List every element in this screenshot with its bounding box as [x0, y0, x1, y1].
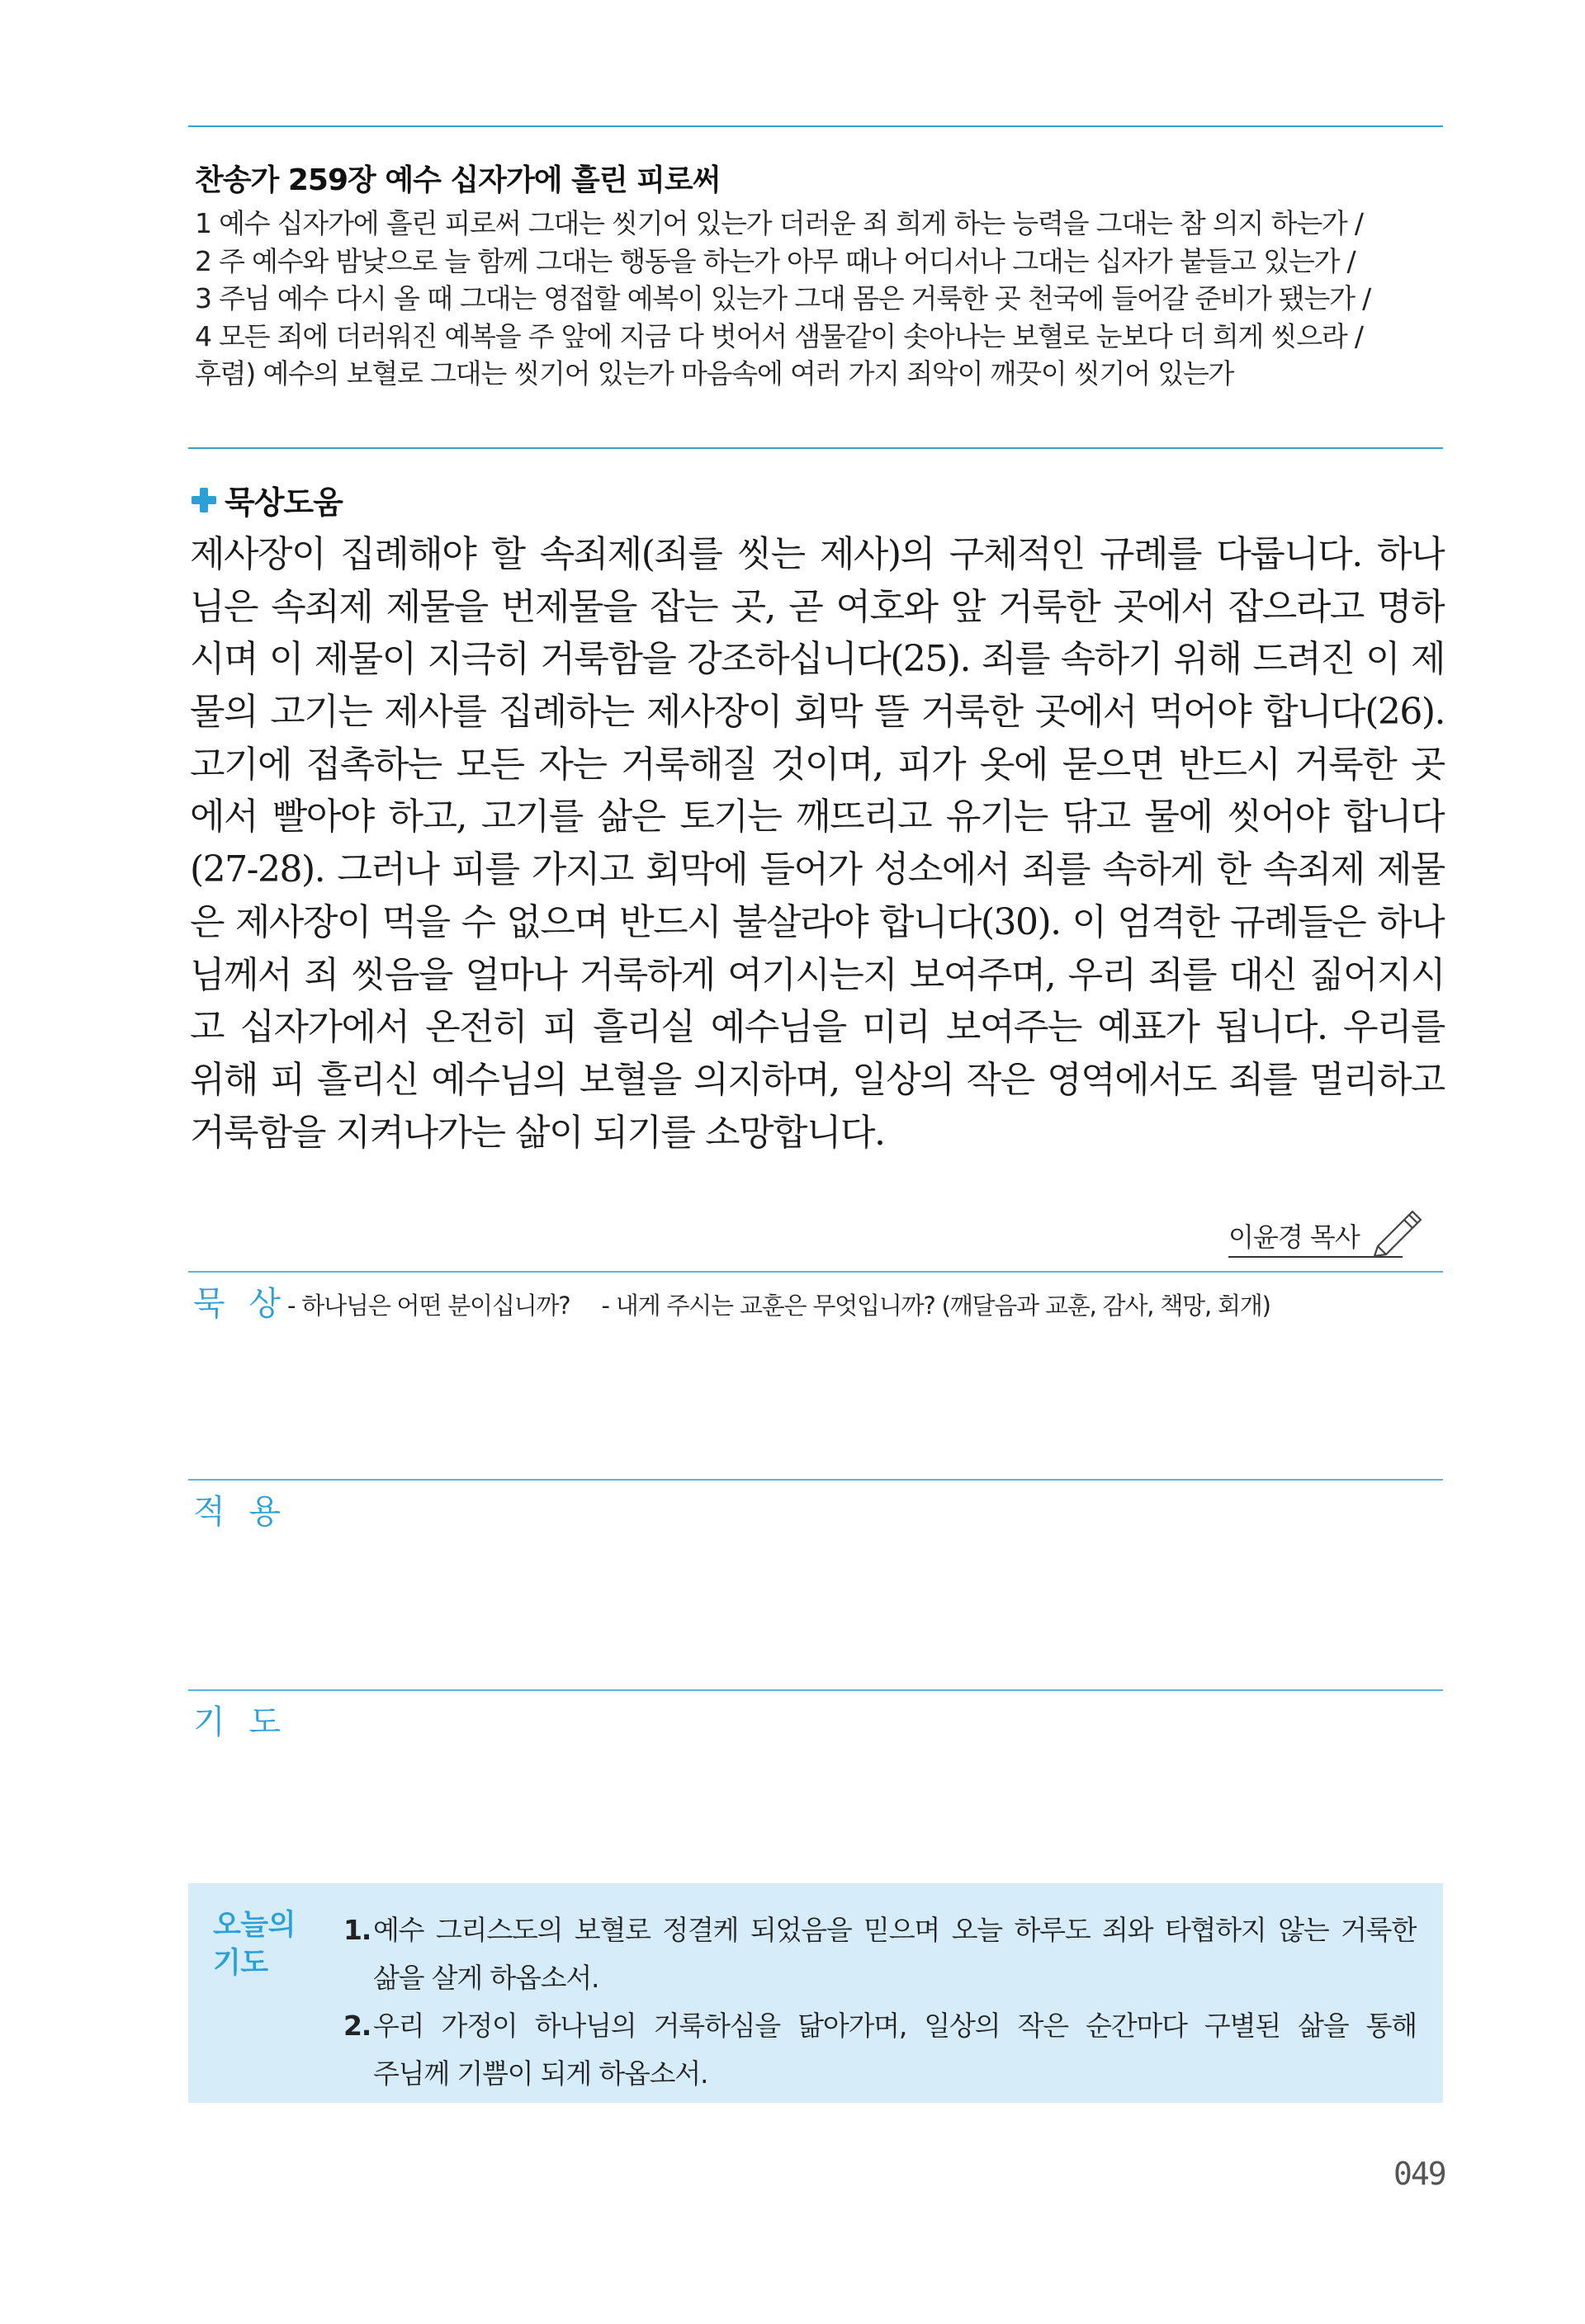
body-line: (27-28). 그러나 피를 가지고 회막에 들어가 성소에서 죄를 속하게 한 속죄제 제물	[190, 848, 1445, 891]
body-line: 위해 피 흘리신 예수님의 보혈을 의지하며, 일상의 작은 영역에서도 죄를 멀리하고	[190, 1058, 1445, 1101]
prayer-text-line: 삶을 살게 하옵소서.	[373, 1962, 599, 1994]
hymn-bottom-rule	[188, 447, 1443, 449]
body-line: 님은 속죄제 제물을 번제물을 잡는 곳, 곧 여호와 앞 거룩한 곳에서 잡으라고 명하	[190, 585, 1445, 628]
today-prayer-label	[213, 1906, 304, 1982]
apply-rule	[188, 1479, 1443, 1481]
pencil-icon	[1366, 1205, 1424, 1258]
meditation-help-title: 묵상도움	[225, 484, 343, 521]
meditate-prompt-1: - 하나님은 어떤 분이십니까?	[287, 1292, 570, 1320]
author-signature	[1228, 1205, 1424, 1258]
body-line: 시며 이 제물이 지극히 거룩함을 강조하십니다(25). 죄를 속하기 위해 드려진 이 제	[190, 638, 1445, 681]
body-line: 거룩함을 지켜나가는 삶이 되기를 소망합니다.	[190, 1111, 885, 1154]
prayer-list	[343, 1906, 1417, 2098]
meditate-rule	[188, 1271, 1443, 1273]
body-line: 은 제사장이 먹을 수 없으며 반드시 불살라야 합니다(30). 이 엄격한 규례들은 하나	[190, 900, 1445, 943]
prayer-text-line: 우리 가정이 하나님의 거룩하심을 닮아가며, 일상의 작은 순간마다 구별된 삶을 통해	[373, 2010, 1417, 2042]
body-line: 고 십자가에서 온전히 피 흘리실 예수님을 미리 보여주는 예표가 됩니다. 우리를	[190, 1006, 1445, 1049]
meditate-prompts	[287, 1287, 1270, 1321]
hymn-verse-1: 1 예수 십자가에 흘린 피로써 그대는 씻기어 있는가 더러운 죄 희게 하는 능력을 그대는 참 의지 하는가 /	[195, 207, 1363, 239]
hymn-top-rule	[188, 125, 1443, 127]
prayer-number: 2.	[343, 2010, 371, 2042]
hymn-verse-4: 4 모든 죄에 더러워진 예복을 주 앞에 지금 다 벗어서 샘물같이 솟아나는 보혈로 눈보다 더 희게 씻으라 /	[195, 319, 1363, 352]
prayer-text-line: 예수 그리스도의 보혈로 정결케 되었음을 믿으며 오늘 하루도 죄와 타협하지 않는 거룩한	[373, 1914, 1417, 1946]
body-line: 님께서 죄 씻음을 얼마나 거룩하게 여기시는지 보여주며, 우리 죄를 대신 짊어지시	[190, 953, 1445, 996]
author-name: 이윤경 목사	[1228, 1216, 1403, 1258]
plus-icon	[192, 488, 216, 513]
body-line: 물의 고기는 제사를 집례하는 제사장이 회막 뜰 거룩한 곳에서 먹어야 합니다(26).	[190, 691, 1445, 734]
prayer-number: 1.	[343, 1914, 371, 1946]
prayer-text-line: 주님께 기쁨이 되게 하옵소서.	[373, 2057, 708, 2090]
body-line: 에서 빨아야 하고, 고기를 삶은 토기는 깨뜨리고 유기는 닦고 물에 씻어야 합니다	[190, 796, 1445, 838]
hymn-verse-3: 3 주님 예수 다시 올 때 그대는 영접할 예복이 있는가 그대 몸은 거룩한 곳 천국에 들어갈 준비가 됐는가 /	[195, 282, 1371, 314]
hymn-chorus: 후렴) 예수의 보혈로 그대는 씻기어 있는가 마음속에 여러 가지 죄악이 깨끗이 씻기어 있는가	[195, 357, 1234, 390]
today-prayer-label-line2: 기도	[213, 1947, 268, 1980]
meditate-prompt-2: - 내게 주시는 교훈은 무엇입니까? (깨달음과 교훈, 감사, 책망, 회개)	[601, 1292, 1270, 1320]
today-prayer-label-line1: 오늘의	[213, 1909, 296, 1942]
body-line: 고기에 접촉하는 모든 자는 거룩해질 것이며, 피가 옷에 묻으면 반드시 거룩한 곳	[190, 743, 1445, 786]
meditation-help-heading	[192, 477, 343, 522]
meditation-help-body	[190, 528, 1445, 1159]
hymn-title: 찬송가 259장 예수 십자가에 흘린 피로써	[195, 163, 721, 197]
apply-label: 적 용	[193, 1493, 287, 1531]
page-number: 049	[1393, 2156, 1445, 2192]
prayer-item	[343, 1906, 1417, 2002]
meditate-label: 묵 상	[193, 1285, 287, 1323]
prayer-item	[343, 2002, 1417, 2098]
hymn-lyrics	[195, 205, 1441, 393]
pray-label: 기 도	[193, 1703, 287, 1741]
today-prayer-box	[188, 1883, 1443, 2103]
body-line: 제사장이 집례해야 할 속죄제(죄를 씻는 제사)의 구체적인 규례를 다룹니다. 하나	[190, 533, 1445, 575]
pray-rule	[188, 1689, 1443, 1691]
hymn-verse-2: 2 주 예수와 밤낮으로 늘 함께 그대는 행동을 하는가 아무 때나 어디서나 그대는 십자가 붙들고 있는가 /	[195, 244, 1356, 277]
